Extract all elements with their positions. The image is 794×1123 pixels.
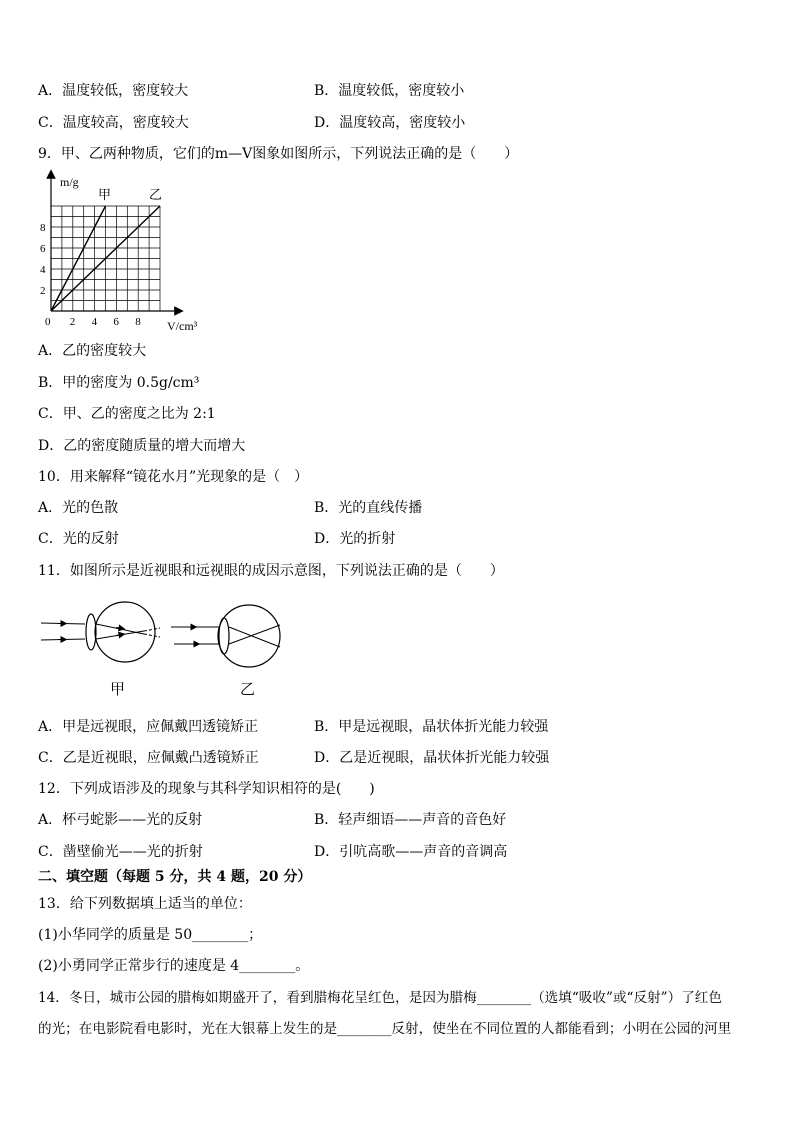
- eyeball-yi: [218, 605, 280, 667]
- q12-option-c: C．凿壁偷光——光的折射: [38, 844, 203, 860]
- q8-option-b: B．温度较低，密度较小: [314, 83, 465, 99]
- q13-stem: 13．给下列数据填上适当的单位：: [38, 896, 252, 912]
- q8-option-c: C．温度较高，密度较大: [38, 115, 189, 131]
- q11-option-c: C．乙是近视眼，应佩戴凸透镜矫正: [38, 750, 259, 766]
- q9-option-c: C．甲、乙的密度之比为 2:1: [38, 406, 216, 422]
- x-tick-label: 6: [113, 316, 119, 328]
- y-tick-label: 4: [40, 264, 46, 276]
- series-label-yi: 乙: [149, 187, 163, 202]
- q12-stem: 12．下列成语涉及的现象与其科学知识相符的是( ): [38, 781, 375, 797]
- q14-line-2: 的光；在电影院看电影时，光在大银幕上发生的是________反射，使坐在不同位置的人都能看到；小明在公园的河里: [38, 1021, 732, 1037]
- x-tick-label: 2: [69, 316, 76, 328]
- q14-line-1: 14．冬日，城市公园的腊梅如期盛开了，看到腊梅花呈红色，是因为腊梅________（选填“吸收”或“反射”）了红色: [38, 990, 722, 1006]
- q8-option-d: D．温度较高，密度较小: [314, 115, 466, 131]
- q9-option-d: D．乙的密度随质量的增大而增大: [38, 438, 246, 454]
- q12-option-d: D．引吭高歌——声音的音调高: [314, 844, 508, 860]
- x-tick-label: 0: [45, 316, 51, 328]
- q9-option-b: B．甲的密度为 0.5g/cm³: [38, 375, 200, 391]
- lens-yi: [219, 618, 229, 654]
- q8-option-a: A．温度较低，密度较大: [38, 83, 189, 99]
- q12-option-b: B．轻声细语——声音的音色好: [314, 812, 507, 828]
- q11-option-b: B．甲是远视眼，晶状体折光能力较强: [314, 719, 549, 735]
- q12-option-a: A．杯弓蛇影——光的反射: [38, 812, 203, 828]
- x-axis-label: V/cm³: [167, 319, 198, 333]
- q9-option-a: A．乙的密度较大: [38, 343, 147, 359]
- section-heading-fill-in: 二、填空题（每题 5 分，共 4 题，20 分）: [38, 869, 312, 885]
- x-tick-label: 8: [135, 316, 141, 328]
- q10-option-d: D．光的折射: [314, 531, 396, 547]
- eye-label-yi: 乙: [240, 682, 256, 698]
- q11-option-a: A．甲是远视眼，应佩戴凹透镜矫正: [38, 719, 259, 735]
- q10-option-b: B．光的直线传播: [314, 500, 423, 516]
- y-axis-label: m/g: [60, 175, 79, 189]
- q11-option-d: D．乙是近视眼，晶状体折光能力较强: [314, 750, 550, 766]
- q11-stem: 11．如图所示是近视眼和远视眼的成因示意图，下列说法正确的是（ ）: [38, 563, 504, 579]
- eyeball-jia: [95, 602, 155, 662]
- eye-yi-diagram: [171, 605, 280, 667]
- q10-option-a: A．光的色散: [38, 500, 119, 516]
- q13-item-2: (2)小勇同学正常步行的速度是 4________。: [38, 958, 310, 974]
- q10-stem: 10．用来解释“镜花水月”光现象的是（ ）: [38, 469, 309, 485]
- y-tick-label: 2: [40, 285, 46, 297]
- y-tick-label: 6: [40, 243, 46, 255]
- q10-option-c: C．光的反射: [38, 531, 119, 547]
- q11-eye-diagram: [38, 594, 298, 702]
- q13-item-1: (1)小华同学的质量是 50________；: [38, 927, 263, 943]
- eye-jia-diagram: [41, 602, 160, 662]
- q9-mv-chart: [34, 168, 224, 336]
- y-tick-label: 8: [40, 222, 46, 234]
- x-tick-label: 4: [91, 316, 98, 328]
- q9-stem: 9．甲、乙两种物质，它们的m—V图象如图所示，下列说法正确的是（ ）: [38, 146, 519, 162]
- series-label-jia: 甲: [98, 187, 112, 202]
- eye-label-jia: 甲: [110, 682, 126, 698]
